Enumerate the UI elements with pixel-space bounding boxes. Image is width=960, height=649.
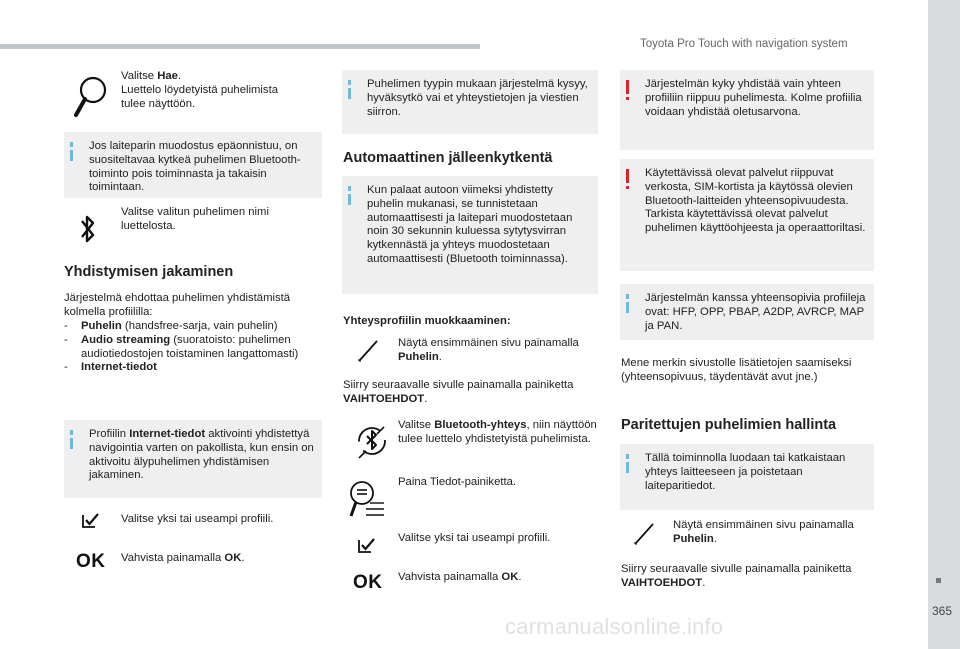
warning-icon bbox=[626, 169, 629, 183]
sharing-intro: Järjestelmä ehdottaa puhelimen yhdistämistä kolmella profiililla: bbox=[64, 292, 291, 318]
heading-manage-paired: Paritettujen puhelimien hallinta bbox=[621, 417, 837, 433]
ok-icon: OK bbox=[76, 551, 106, 572]
list-item: - Audio streaming (suoratoisto: puhelimen audiotiedostojen toistaminen langattomasti) bbox=[64, 334, 326, 362]
warning-box-services: Käytettävissä olevat palvelut riippuvat verkosta, SIM-kortista ja käytössä olevien Bluetooth-laitteiden yhteensopivuudesta. Tarkista käytettävissä olevat palvelut puhelimen käyttöohjeesta ja operaattoriltasi. bbox=[620, 159, 874, 271]
info-box-pairing: Jos laiteparin muodostus epäonnistuu, on suositeltavaa kytkeä puhelimen Bluetooth-toiminto pois toiminnasta ja takaisin toimintaan. bbox=[64, 132, 322, 198]
info-box-manage: Tällä toiminnolla luodaan tai katkaistaan yhteys laitteeseen ja poistetaan laiteparitiedot. bbox=[620, 444, 874, 510]
goto-options-text: Siirry seuraavalle sivulle painamalla painiketta VAIHTOEHDOT. bbox=[343, 379, 574, 405]
pointer-icon bbox=[357, 339, 379, 363]
warning-box-profiles: Järjestelmän kyky yhdistää vain yhteen profiiliin riippuu puhelimesta. Kolme profiilia voidaan yhdistää oletusarvona. bbox=[620, 70, 874, 150]
bluetooth-pointer-icon bbox=[356, 421, 388, 461]
checkbox-icon bbox=[82, 512, 100, 528]
info-icon bbox=[70, 142, 73, 147]
details-icon bbox=[348, 479, 386, 519]
goto-options-text: Siirry seuraavalle sivulle painamalla painiketta VAIHTOEHDOT. bbox=[621, 563, 852, 589]
warning-icon bbox=[626, 80, 629, 94]
info-icon bbox=[348, 186, 351, 191]
pointer-icon bbox=[633, 522, 655, 546]
ok-icon: OK bbox=[353, 572, 383, 593]
confirm-text: Vahvista painamalla OK. bbox=[398, 571, 522, 583]
page-marker bbox=[936, 578, 941, 583]
info-box-transfer: Puhelimen tyypin mukaan järjestelmä kysyy, hyväksytkö vai et yhteystietojen ja viestien siirron. bbox=[342, 70, 598, 134]
info-icon bbox=[626, 294, 629, 299]
info-icon bbox=[70, 430, 73, 435]
search-icon bbox=[74, 74, 108, 118]
heading-auto-reconnect: Automaattinen jälleenkytkentä bbox=[343, 150, 553, 166]
show-first-page-text: Näytä ensimmäinen sivu painamalla Puhelin. bbox=[673, 519, 854, 545]
heading-sharing: Yhdistymisen jakaminen bbox=[64, 264, 234, 280]
select-phone-text: Valitse valitun puhelimen nimi luettelosta. bbox=[121, 206, 269, 232]
profile-list bbox=[64, 320, 326, 375]
list-item: - Internet-tiedot bbox=[64, 361, 326, 375]
subheading-profiles: Yhteysprofiilin muokkaaminen: bbox=[343, 315, 511, 327]
select-profiles-text: Valitse yksi tai useampi profiili. bbox=[398, 532, 551, 544]
info-icon bbox=[626, 454, 629, 459]
side-strip bbox=[928, 0, 960, 649]
info-box-compatible: Järjestelmän kanssa yhteensopivia profiileja ovat: HFP, OPP, PBAP, A2DP, AVRCP, MAP ja PAN. bbox=[620, 284, 874, 340]
info-box-reconnect: Kun palaat autoon viimeksi yhdistetty puhelin mukanasi, se tunnistetaan automaattisesti ja laitepari muodostetaan noin 30 sekunnin kuluessa sytytysvirran kytkennästä ja yhteys muodostetaan automaattisesti (Bluetooth toiminnassa). bbox=[342, 176, 598, 294]
header-title: Toyota Pro Touch with navigation system bbox=[640, 38, 848, 50]
details-text: Paina Tiedot-painiketta. bbox=[398, 476, 517, 488]
page-number: 365 bbox=[932, 604, 953, 618]
select-profiles-text: Valitse yksi tai useampi profiili. bbox=[121, 513, 274, 525]
watermark: carmanualsonline.info bbox=[505, 614, 724, 639]
list-item: - Puhelin (handsfree-sarja, vain puhelin) bbox=[64, 320, 326, 334]
bluetooth-connection-text: Valitse Bluetooth-yhteys, niin näyttöön tulee luettelo yhdistetyistä puhelimista. bbox=[398, 419, 597, 445]
info-box-internet: Profiilin Internet-tiedot aktivointi yhdistettyä navigointia varten on pakollista, kun ensin on aktivoitu älypuhelimen yhdistämisen jakaminen. bbox=[64, 420, 322, 498]
checkbox-icon bbox=[358, 537, 376, 553]
more-info-text: Mene merkin sivustolle lisätietojen saamiseksi (yhteensopivuus, täydentävät avut jne.) bbox=[621, 357, 852, 383]
info-icon bbox=[348, 80, 351, 85]
search-instruction: Valitse Hae. Luettelo löydetyistä puhelimista tulee näyttöön. bbox=[121, 70, 278, 110]
show-first-page-text: Näytä ensimmäinen sivu painamalla Puhelin. bbox=[398, 337, 579, 363]
bluetooth-icon bbox=[79, 212, 97, 246]
confirm-text: Vahvista painamalla OK. bbox=[121, 552, 245, 564]
header-bar bbox=[0, 44, 480, 49]
